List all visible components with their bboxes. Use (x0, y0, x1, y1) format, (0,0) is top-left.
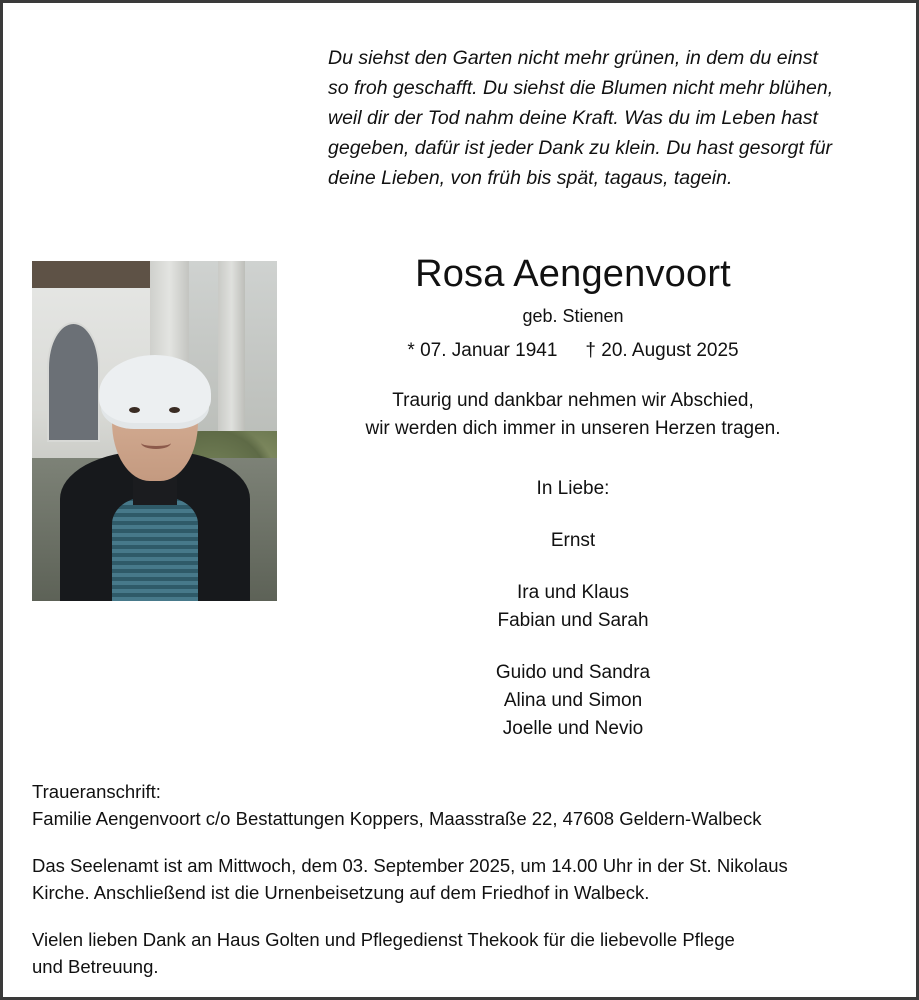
photo-church-window (47, 322, 100, 442)
mourning-address-label: Traueranschrift: (32, 781, 161, 802)
mourner-name: Alina und Simon (503, 690, 643, 711)
portrait-illustration (32, 261, 277, 601)
death-date: † 20. August 2025 (585, 340, 739, 361)
mourner-name: Guido und Sandra (495, 662, 651, 683)
photo-sweater (112, 497, 198, 601)
poem-line: weil dir der Tod nahm deine Kraft. Was du im Leben hast (328, 107, 818, 129)
birth-date: * 07. Januar 1941 (407, 340, 558, 361)
service-details (32, 852, 892, 906)
farewell-line-2: wir werden dich immer in unseren Herzen tragen. (365, 418, 781, 439)
photo-pillar-secondary (218, 261, 245, 458)
mourners-heading: In Liebe: (536, 478, 610, 499)
mourning-address (32, 778, 892, 832)
thanks-note (32, 926, 892, 980)
mourner-name: Joelle und Nevio (502, 718, 644, 739)
mourner-group-2 (293, 659, 853, 743)
photo-roof (32, 261, 150, 288)
mourner-name: Ira und Klaus (517, 582, 629, 603)
thanks-line-1: Vielen lieben Dank an Haus Golten und Pflegedienst Thekook für die liebevolle Pflege (32, 929, 735, 950)
deceased-name: Rosa Aengenvoort (415, 253, 731, 295)
photo-hair (99, 355, 211, 423)
farewell-text (293, 387, 853, 443)
portrait-photo (32, 261, 277, 601)
footer-information (32, 778, 892, 980)
poem-text (328, 43, 888, 193)
farewell-line-1: Traurig und dankbar nehmen wir Abschied, (392, 390, 754, 411)
mourner-group-1 (293, 579, 853, 635)
main-column (293, 251, 853, 743)
poem-line: so froh geschafft. Du siehst die Blumen nicht mehr blühen, (328, 77, 834, 99)
service-line-2: Kirche. Anschließend ist die Urnenbeisetzung auf dem Friedhof in Walbeck. (32, 882, 650, 903)
card-inner (3, 3, 916, 997)
life-dates (293, 337, 853, 365)
poem-line: deine Lieben, von früh bis spät, tagaus, tagein. (328, 167, 733, 189)
deceased-born-name: geb. Stienen (522, 306, 624, 326)
poem-line: Du siehst den Garten nicht mehr grünen, in dem du einst (328, 47, 818, 69)
mourning-address-line: Familie Aengenvoort c/o Bestattungen Koppers, Maasstraße 22, 47608 Geldern-Walbeck (32, 808, 762, 829)
service-line-1: Das Seelenamt ist am Mittwoch, dem 03. September 2025, um 14.00 Uhr in der St. Nikolaus (32, 855, 788, 876)
photo-mouth (141, 437, 171, 449)
poem-line: gegeben, dafür ist jeder Dank zu klein. Du hast gesorgt für (328, 137, 833, 159)
photo-eye-right (169, 407, 180, 413)
mourner-primary (293, 527, 853, 555)
thanks-line-2: und Betreuung. (32, 956, 159, 977)
mourner-name: Ernst (550, 530, 596, 551)
photo-eye-left (129, 407, 140, 413)
mourner-name: Fabian und Sarah (497, 610, 649, 631)
